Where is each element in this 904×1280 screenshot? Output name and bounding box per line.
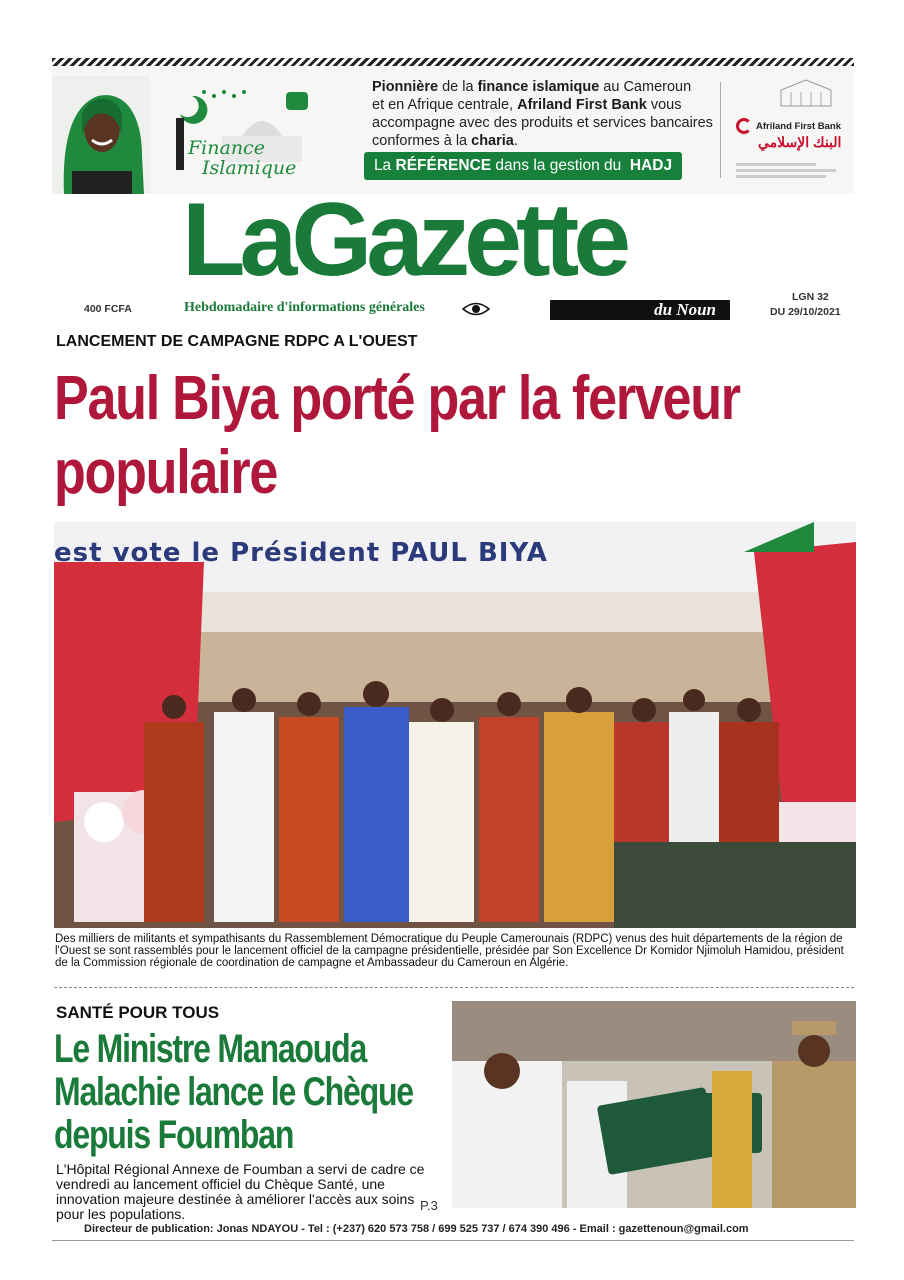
rally-scene-image <box>54 522 856 928</box>
eye-emblem-icon <box>462 300 490 318</box>
newspaper-logo: LaGazette <box>182 182 626 298</box>
ad-model-image <box>52 76 150 194</box>
bank-building-icon <box>776 78 836 108</box>
issue-date: DU 29/10/2021 <box>770 306 841 318</box>
bank-name: Afriland First Bank <box>756 120 841 132</box>
ad-l2b: Afriland First Bank <box>517 97 647 113</box>
bank-mark-icon <box>736 118 752 134</box>
bank-logo-block <box>736 76 850 188</box>
second-kicker: SANTÉ POUR TOUS <box>56 1003 220 1022</box>
ad-l4a: conformes à la <box>372 133 472 149</box>
second-photo[interactable] <box>452 1001 856 1208</box>
second-headline-line1: Le Ministre Manaouda <box>54 1027 367 1071</box>
du-noun-band: du Noun <box>550 300 730 320</box>
lead-kicker: LANCEMENT DE CAMPAGNE RDPC A L'OUEST <box>56 333 418 350</box>
lead-photo[interactable] <box>54 522 856 928</box>
ad-divider <box>720 82 721 178</box>
hadj-d: HADJ <box>629 157 673 174</box>
fi-line1: Finance <box>188 137 265 159</box>
second-headline[interactable] <box>54 1028 470 1157</box>
footer-line <box>52 1240 854 1241</box>
second-headline-line3: depuis Foumban <box>54 1113 294 1157</box>
lead-headline-line2: populaire <box>54 438 278 507</box>
issue-price: 400 FCFA <box>84 303 132 315</box>
issue-number: LGN 32 <box>792 291 829 303</box>
page-reference[interactable]: P.3 <box>420 1198 438 1213</box>
section-divider <box>54 987 854 988</box>
ad-l1c: finance islamique <box>477 79 600 95</box>
lead-caption: Des milliers de militants et sympathisants du Rassemblement Démocratique du Peuple Camerounais (RDPC) venus des huit départements de la région de l'Ouest se sont rassemblés pour le lancement officiel de la campagne présidentielle, présidée par Son Excellence Dr Komidor Njimoluh Hamidou, président de la Commission régionale de coordination de campagne et Ambassadeur du Cameroun en Algérie. <box>55 933 844 969</box>
newspaper-subtitle: Hebdomadaire d'informations générales <box>184 300 425 315</box>
ad-l1b: de la <box>438 79 478 95</box>
ad-l2c: vous <box>646 97 682 113</box>
ad-l1d: au Cameroun <box>599 79 692 95</box>
second-body: L'Hôpital Régional Annexe de Foumban a servi de cadre ce vendredi au lancement officiel du Chèque Santé, une innovation majeure destinée à améliorer l'accès aux soins pour les populations. <box>56 1161 425 1222</box>
ad-l3: accompagne avec des produits et services bancaires <box>372 115 713 131</box>
masthead[interactable] <box>182 182 730 319</box>
hadj-c: dans la gestion du <box>491 157 626 174</box>
lead-headline[interactable] <box>54 362 860 510</box>
hadj-a: La <box>373 157 392 174</box>
fi-line2: Islamique <box>202 157 297 179</box>
lead-photo-banner: est vote le Président PAUL BIYA <box>54 538 548 568</box>
ad-copy <box>372 78 722 150</box>
ad-l2a: et en Afrique centrale, <box>372 97 518 113</box>
top-border <box>52 58 854 66</box>
ad-l1a: Pionnière <box>372 79 439 95</box>
second-headline-line2: Malachie lance le Chèque <box>54 1070 413 1114</box>
hadj-b: RÉFÉRENCE <box>395 157 492 174</box>
bank-arabic: البنك الإسلامي <box>758 134 842 150</box>
cheque-sante-scene-image <box>452 1001 856 1208</box>
ad-banner[interactable] <box>52 66 854 194</box>
ad-l4b: charia <box>471 133 514 149</box>
ad-l4c: . <box>513 133 518 149</box>
hadj-banner <box>364 152 682 180</box>
bank-contacts <box>736 160 848 181</box>
finance-islamique-text <box>188 138 296 178</box>
publication-footer: Directeur de publication: Jonas NDAYOU - Tel : (+237) 620 573 758 / 699 525 737 / 674 390 496 - Email : gazettenoun@gmail.com <box>84 1223 749 1235</box>
lead-headline-line1: Paul Biya porté par la ferveur <box>54 364 740 433</box>
